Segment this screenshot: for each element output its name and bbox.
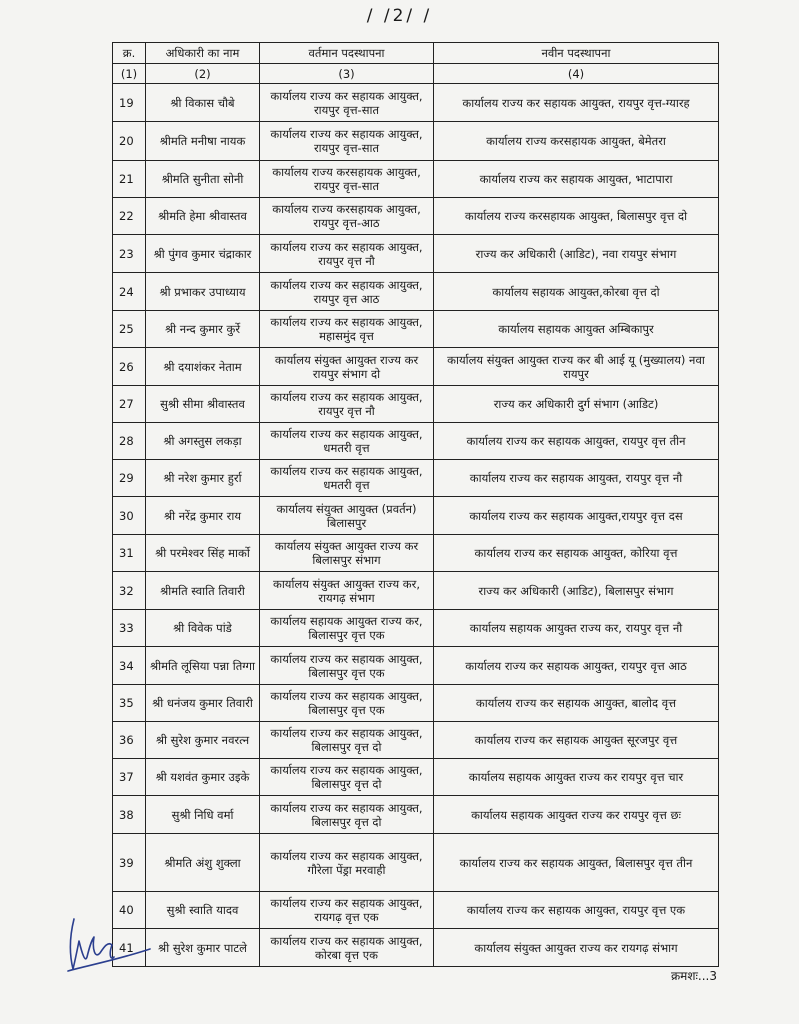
- officer-name-cell: श्री यशवंत कुमार उइके: [146, 759, 260, 796]
- new-posting-cell: कार्यालय सहायक आयुक्त,कोरबा वृत्त दो: [434, 273, 719, 311]
- column-number: (1): [113, 64, 146, 84]
- officer-name-cell: श्री नन्द कुमार कुर्रे: [146, 311, 260, 348]
- serial-cell: 31: [113, 535, 146, 572]
- table-row: [113, 84, 719, 122]
- officer-name-cell: श्री अगस्तुस लकड़ा: [146, 423, 260, 460]
- current-posting-cell: कार्यालय राज्य कर सहायक आयुक्त, बिलासपुर वृत्त दो: [260, 722, 434, 759]
- new-posting-cell: राज्य कर अधिकारी दुर्ग संभाग (आडिट): [434, 386, 719, 423]
- officer-name-cell: श्रीमति अंशु शुक्ला: [146, 834, 260, 892]
- officer-name-cell: श्री नरेश कुमार हुर्रा: [146, 460, 260, 497]
- header-officer-name: अधिकारी का नाम: [146, 43, 260, 64]
- current-posting-cell: कार्यालय राज्य कर सहायक आयुक्त, रायपुर वृत्त नौ: [260, 386, 434, 423]
- current-posting-cell: कार्यालय राज्य कर सहायक आयुक्त, धमतरी वृत्त: [260, 460, 434, 497]
- table-row: [113, 423, 719, 460]
- table-row: [113, 759, 719, 796]
- new-posting-cell: कार्यालय राज्य कर सहायक आयुक्त सूरजपुर वृत्त: [434, 722, 719, 759]
- officer-name-cell: श्री प्रभाकर उपाध्याय: [146, 273, 260, 311]
- officer-name-cell: श्रीमति हेमा श्रीवास्तव: [146, 198, 260, 235]
- serial-cell: 21: [113, 161, 146, 198]
- serial-cell: 39: [113, 834, 146, 892]
- officer-name-cell: श्रीमति मनीषा नायक: [146, 122, 260, 161]
- new-posting-cell: कार्यालय सहायक आयुक्त राज्य कर, रायपुर वृत्त नौ: [434, 610, 719, 647]
- officer-name-cell: श्री परमेश्वर सिंह मार्को: [146, 535, 260, 572]
- new-posting-cell: कार्यालय राज्य कर सहायक आयुक्त, रायपुर वृत्त आठ: [434, 647, 719, 685]
- serial-cell: 29: [113, 460, 146, 497]
- officer-name-cell: सुश्री निधि वर्मा: [146, 796, 260, 834]
- serial-cell: 28: [113, 423, 146, 460]
- current-posting-cell: कार्यालय राज्य करसहायक आयुक्त, रायपुर वृत्त-सात: [260, 161, 434, 198]
- serial-cell: 41: [113, 929, 146, 967]
- new-posting-cell: कार्यालय सहायक आयुक्त अम्बिकापुर: [434, 311, 719, 348]
- serial-cell: 19: [113, 84, 146, 122]
- table-row: [113, 535, 719, 572]
- serial-cell: 27: [113, 386, 146, 423]
- current-posting-cell: कार्यालय राज्य कर सहायक आयुक्त, रायपुर वृत्त नौ: [260, 235, 434, 273]
- officer-name-cell: सुश्री स्वाति यादव: [146, 892, 260, 929]
- table-row: [113, 796, 719, 834]
- officer-name-cell: श्री पुंगव कुमार चंद्राकार: [146, 235, 260, 273]
- officer-name-cell: श्री विकास चौबे: [146, 84, 260, 122]
- column-number: (3): [260, 64, 434, 84]
- current-posting-cell: कार्यालय राज्य करसहायक आयुक्त, रायपुर वृत्त-आठ: [260, 198, 434, 235]
- table-row: [113, 610, 719, 647]
- new-posting-cell: कार्यालय राज्य कर सहायक आयुक्त, कोरिया वृत्त: [434, 535, 719, 572]
- new-posting-cell: कार्यालय राज्य करसहायक आयुक्त, बिलासपुर वृत्त दो: [434, 198, 719, 235]
- new-posting-cell: कार्यालय राज्य कर सहायक आयुक्त, रायपुर वृत्त एक: [434, 892, 719, 929]
- new-posting-cell: कार्यालय सहायक आयुक्त राज्य कर रायपुर वृत्त छः: [434, 796, 719, 834]
- new-posting-cell: कार्यालय संयुक्त आयुक्त राज्य कर बी आई यू (मुख्यालय) नवा रायपुर: [434, 348, 719, 386]
- page-number: / /2/ /: [366, 6, 433, 26]
- table-row: [113, 348, 719, 386]
- table-row: [113, 497, 719, 535]
- officer-name-cell: श्रीमति स्वाति तिवारी: [146, 572, 260, 610]
- current-posting-cell: कार्यालय राज्य कर सहायक आयुक्त, महासमुंद वृत्त: [260, 311, 434, 348]
- table-row: [113, 311, 719, 348]
- header-serial: क्र.: [113, 43, 146, 64]
- serial-cell: 38: [113, 796, 146, 834]
- current-posting-cell: कार्यालय सहायक आयुक्त राज्य कर, बिलासपुर वृत्त एक: [260, 610, 434, 647]
- new-posting-cell: कार्यालय राज्य कर सहायक आयुक्त, रायपुर वृत्त नौ: [434, 460, 719, 497]
- serial-cell: 36: [113, 722, 146, 759]
- table-row: [113, 235, 719, 273]
- table-row: [113, 647, 719, 685]
- officer-name-cell: श्री विवेक पांडे: [146, 610, 260, 647]
- table-row: [113, 929, 719, 967]
- serial-cell: 24: [113, 273, 146, 311]
- new-posting-cell: राज्य कर अधिकारी (आडिट), नवा रायपुर संभाग: [434, 235, 719, 273]
- current-posting-cell: कार्यालय राज्य कर सहायक आयुक्त, गौरेला पेंड्रा मरवाही: [260, 834, 434, 892]
- table-row: [113, 572, 719, 610]
- new-posting-cell: कार्यालय राज्य करसहायक आयुक्त, बेमेतरा: [434, 122, 719, 161]
- continued-note: क्रमशः...3: [670, 969, 717, 983]
- serial-cell: 26: [113, 348, 146, 386]
- serial-cell: 30: [113, 497, 146, 535]
- header-new-posting: नवीन पदस्थापना: [434, 43, 719, 64]
- current-posting-cell: कार्यालय राज्य कर सहायक आयुक्त, रायपुर वृत्त आठ: [260, 273, 434, 311]
- officer-name-cell: श्री सुरेश कुमार नवरत्न: [146, 722, 260, 759]
- officer-name-cell: श्री धनंजय कुमार तिवारी: [146, 685, 260, 722]
- current-posting-cell: कार्यालय राज्य कर सहायक आयुक्त, बिलासपुर वृत्त एक: [260, 685, 434, 722]
- serial-cell: 32: [113, 572, 146, 610]
- current-posting-cell: कार्यालय राज्य कर सहायक आयुक्त, रायपुर वृत्त-सात: [260, 122, 434, 161]
- new-posting-cell: कार्यालय राज्य कर सहायक आयुक्त, बिलासपुर वृत्त तीन: [434, 834, 719, 892]
- column-number: (4): [434, 64, 719, 84]
- table-row: [113, 722, 719, 759]
- serial-cell: 20: [113, 122, 146, 161]
- officer-name-cell: श्रीमति लूसिया पन्ना तिग्गा: [146, 647, 260, 685]
- table-row: [113, 273, 719, 311]
- table-row: [113, 892, 719, 929]
- new-posting-cell: कार्यालय सहायक आयुक्त राज्य कर रायपुर वृत्त चार: [434, 759, 719, 796]
- current-posting-cell: कार्यालय राज्य कर सहायक आयुक्त, रायपुर वृत्त-सात: [260, 84, 434, 122]
- table-row: [113, 198, 719, 235]
- table-row: [113, 386, 719, 423]
- serial-cell: 35: [113, 685, 146, 722]
- column-number-row: [113, 64, 719, 84]
- new-posting-cell: कार्यालय राज्य कर सहायक आयुक्त,रायपुर वृत्त दस: [434, 497, 719, 535]
- officer-name-cell: श्रीमति सुनीता सोनी: [146, 161, 260, 198]
- signature: [60, 905, 155, 990]
- table-row: [113, 834, 719, 892]
- table-row: [113, 161, 719, 198]
- new-posting-cell: कार्यालय राज्य कर सहायक आयुक्त, भाटापारा: [434, 161, 719, 198]
- table-row: [113, 122, 719, 161]
- current-posting-cell: कार्यालय संयुक्त आयुक्त (प्रवर्तन) बिलासपुर: [260, 497, 434, 535]
- serial-cell: 23: [113, 235, 146, 273]
- table-row: [113, 685, 719, 722]
- current-posting-cell: कार्यालय राज्य कर सहायक आयुक्त, बिलासपुर वृत्त एक: [260, 647, 434, 685]
- officer-name-cell: सुश्री सीमा श्रीवास्तव: [146, 386, 260, 423]
- officer-name-cell: श्री सुरेश कुमार पाटले: [146, 929, 260, 967]
- current-posting-cell: कार्यालय राज्य कर सहायक आयुक्त, बिलासपुर वृत्त दो: [260, 796, 434, 834]
- serial-cell: 40: [113, 892, 146, 929]
- serial-cell: 25: [113, 311, 146, 348]
- officer-name-cell: श्री नरेंद्र कुमार राय: [146, 497, 260, 535]
- transfer-table: [112, 42, 719, 967]
- serial-cell: 34: [113, 647, 146, 685]
- current-posting-cell: कार्यालय संयुक्त आयुक्त राज्य कर बिलासपुर संभाग: [260, 535, 434, 572]
- current-posting-cell: कार्यालय संयुक्त आयुक्त राज्य कर, रायगढ़ संभाग: [260, 572, 434, 610]
- current-posting-cell: कार्यालय राज्य कर सहायक आयुक्त, बिलासपुर वृत्त दो: [260, 759, 434, 796]
- table-row: [113, 460, 719, 497]
- serial-cell: 33: [113, 610, 146, 647]
- serial-cell: 22: [113, 198, 146, 235]
- column-number: (2): [146, 64, 260, 84]
- header-current-posting: वर्तमान पदस्थापना: [260, 43, 434, 64]
- officer-name-cell: श्री दयाशंकर नेताम: [146, 348, 260, 386]
- header-row: [113, 43, 719, 64]
- serial-cell: 37: [113, 759, 146, 796]
- current-posting-cell: कार्यालय राज्य कर सहायक आयुक्त, कोरबा वृत्त एक: [260, 929, 434, 967]
- new-posting-cell: कार्यालय संयुक्त आयुक्त राज्य कर रायगढ़ संभाग: [434, 929, 719, 967]
- current-posting-cell: कार्यालय राज्य कर सहायक आयुक्त, रायगढ़ वृत्त एक: [260, 892, 434, 929]
- new-posting-cell: राज्य कर अधिकारी (आडिट), बिलासपुर संभाग: [434, 572, 719, 610]
- current-posting-cell: कार्यालय राज्य कर सहायक आयुक्त, धमतरी वृत्त: [260, 423, 434, 460]
- new-posting-cell: कार्यालय राज्य कर सहायक आयुक्त, रायपुर वृत्त-ग्यारह: [434, 84, 719, 122]
- new-posting-cell: कार्यालय राज्य कर सहायक आयुक्त, रायपुर वृत्त तीन: [434, 423, 719, 460]
- new-posting-cell: कार्यालय राज्य कर सहायक आयुक्त, बालोद वृत्त: [434, 685, 719, 722]
- current-posting-cell: कार्यालय संयुक्त आयुक्त राज्य कर रायपुर संभाग दो: [260, 348, 434, 386]
